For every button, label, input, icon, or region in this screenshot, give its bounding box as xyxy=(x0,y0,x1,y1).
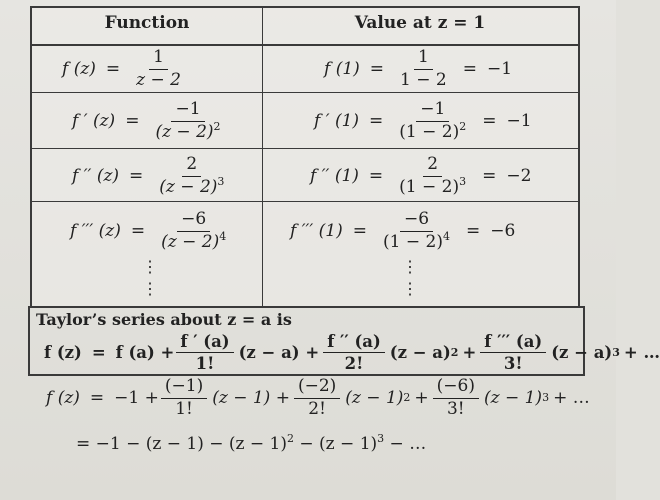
continuation-dots: ⋮ xyxy=(402,257,418,276)
continuation-dots: ⋮ xyxy=(402,279,418,298)
table-row-2-value: f ′′ (1) = $\frac{2}{(1 - 2)^3}$ = −2 xyxy=(310,153,532,197)
derivative-table xyxy=(30,6,580,308)
table-row-0-function: f (z) = $\frac{1}{z - 2}$ xyxy=(62,46,181,90)
taylor-title: Taylor’s series about z = a is xyxy=(36,310,292,329)
continuation-dots: ⋮ xyxy=(142,279,158,298)
header-function: Function xyxy=(104,13,190,33)
row-divider xyxy=(32,92,578,93)
row-divider xyxy=(32,148,578,149)
table-row-3-function: f ′′′ (z) = $\frac{-6}{(z - 2)^4}$ xyxy=(70,208,227,252)
taylor-formula: f (z) = f (a) + $\frac{f ' (a)}{1!}$ (z − a) + $\frac{f '' (a)}{2!}$ (z − a) 2 + $\frac{f ''' (a)}{3!}$ (z − a) 3 + … xyxy=(44,332,660,374)
taylor-series-box xyxy=(28,306,660,376)
table-row-3-value: f ′′′ (1) = $\frac{-6}{(1 - 2)^4}$ = −6 xyxy=(290,208,516,252)
table-row-0-value: f (1) = $\frac{1}{1 - 2}$ = −1 xyxy=(324,46,513,90)
header-value: Value at z = 1 xyxy=(354,13,486,33)
column-divider xyxy=(262,8,263,306)
table-row-1-function: f ′ (z) = $\frac{-1}{(z - 2)^2}$ xyxy=(72,98,221,142)
table-row-2-function: f ′′ (z) = $\frac{2}{(z - 2)^3}$ xyxy=(72,153,225,197)
table-row-1-value: f ′ (1) = $\frac{-1}{(1 - 2)^2}$ = −1 xyxy=(314,98,532,142)
series-expansion-line-2: = $-1 - (z - 1) - (z - 1)^2 - (z - 1)^3$ − … xyxy=(76,432,427,454)
series-expansion-line-1: f (z) = −1 + $\frac{(-1)}{1!}$ (z − 1) + $\frac{(-2)}{2!}$ (z − 1) 2 + $\frac{(-6)}{3!}$ (z − 1) 3 + … xyxy=(46,376,590,419)
row-divider xyxy=(32,201,578,202)
continuation-dots: ⋮ xyxy=(142,257,158,276)
